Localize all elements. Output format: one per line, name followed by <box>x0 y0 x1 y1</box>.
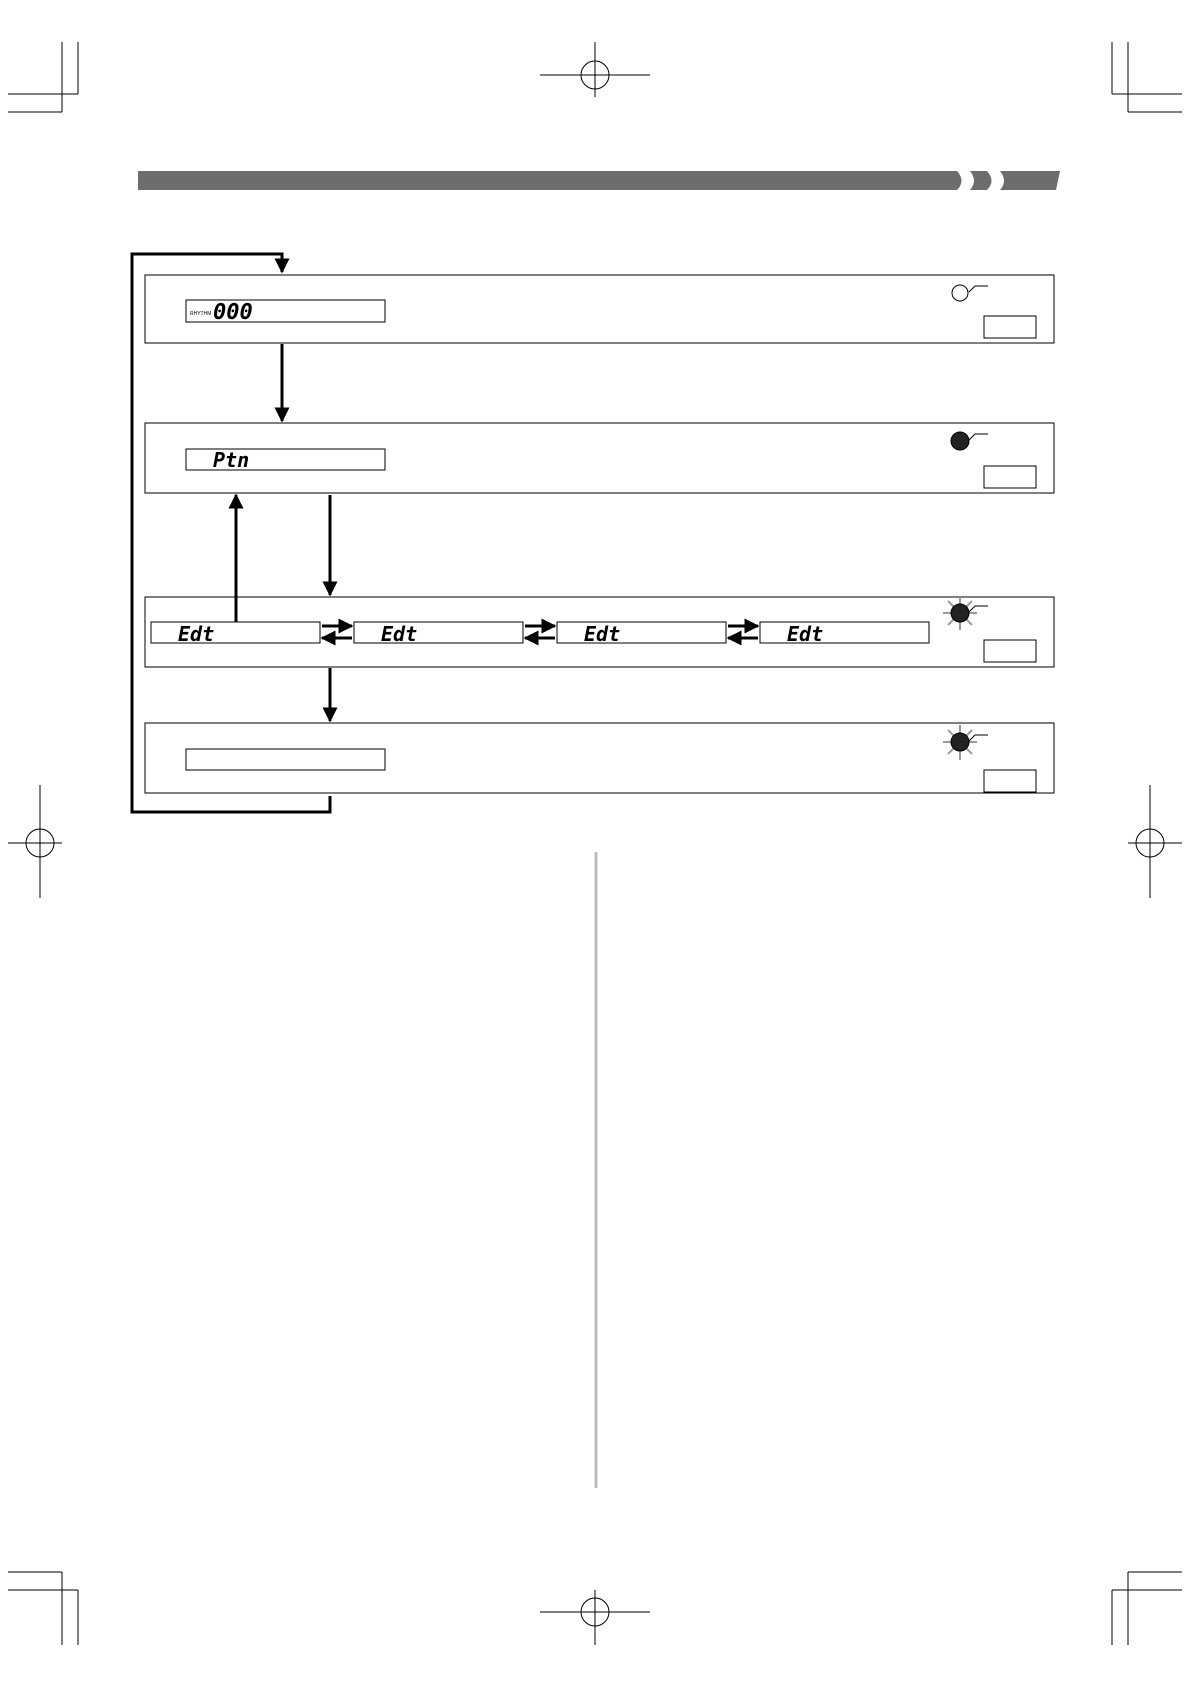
lcd-display <box>151 622 320 646</box>
registration-mark-icon <box>540 1590 650 1645</box>
step-panel-normal <box>145 275 1054 343</box>
step-panel-record <box>145 723 1054 793</box>
lcd-display <box>557 622 726 646</box>
button-icon <box>984 640 1036 662</box>
lcd-display <box>760 622 929 646</box>
section-header-bar <box>138 171 1060 190</box>
button-icon <box>984 466 1036 488</box>
registration-mark-icon <box>540 42 650 97</box>
step-panel-edit <box>145 597 1054 667</box>
lcd-value: Ptn <box>213 448 250 472</box>
registration-mark-icon <box>1128 785 1182 898</box>
lcd-value: Edt <box>584 622 621 646</box>
lcd-display <box>186 300 385 325</box>
button-icon <box>984 316 1036 338</box>
step-panel-pattern <box>145 423 1054 493</box>
lcd-value: Edt <box>381 622 418 646</box>
lcd-value: Edt <box>178 622 215 646</box>
lcd-display <box>354 622 523 646</box>
lcd-display <box>186 749 385 770</box>
registration-mark-icon <box>8 785 62 898</box>
lcd-prefix: RHYTHM <box>190 311 212 317</box>
button-icon <box>984 770 1036 792</box>
lcd-value: 000 <box>213 300 253 325</box>
lcd-value: Edt <box>787 622 824 646</box>
lcd-display <box>186 448 385 472</box>
